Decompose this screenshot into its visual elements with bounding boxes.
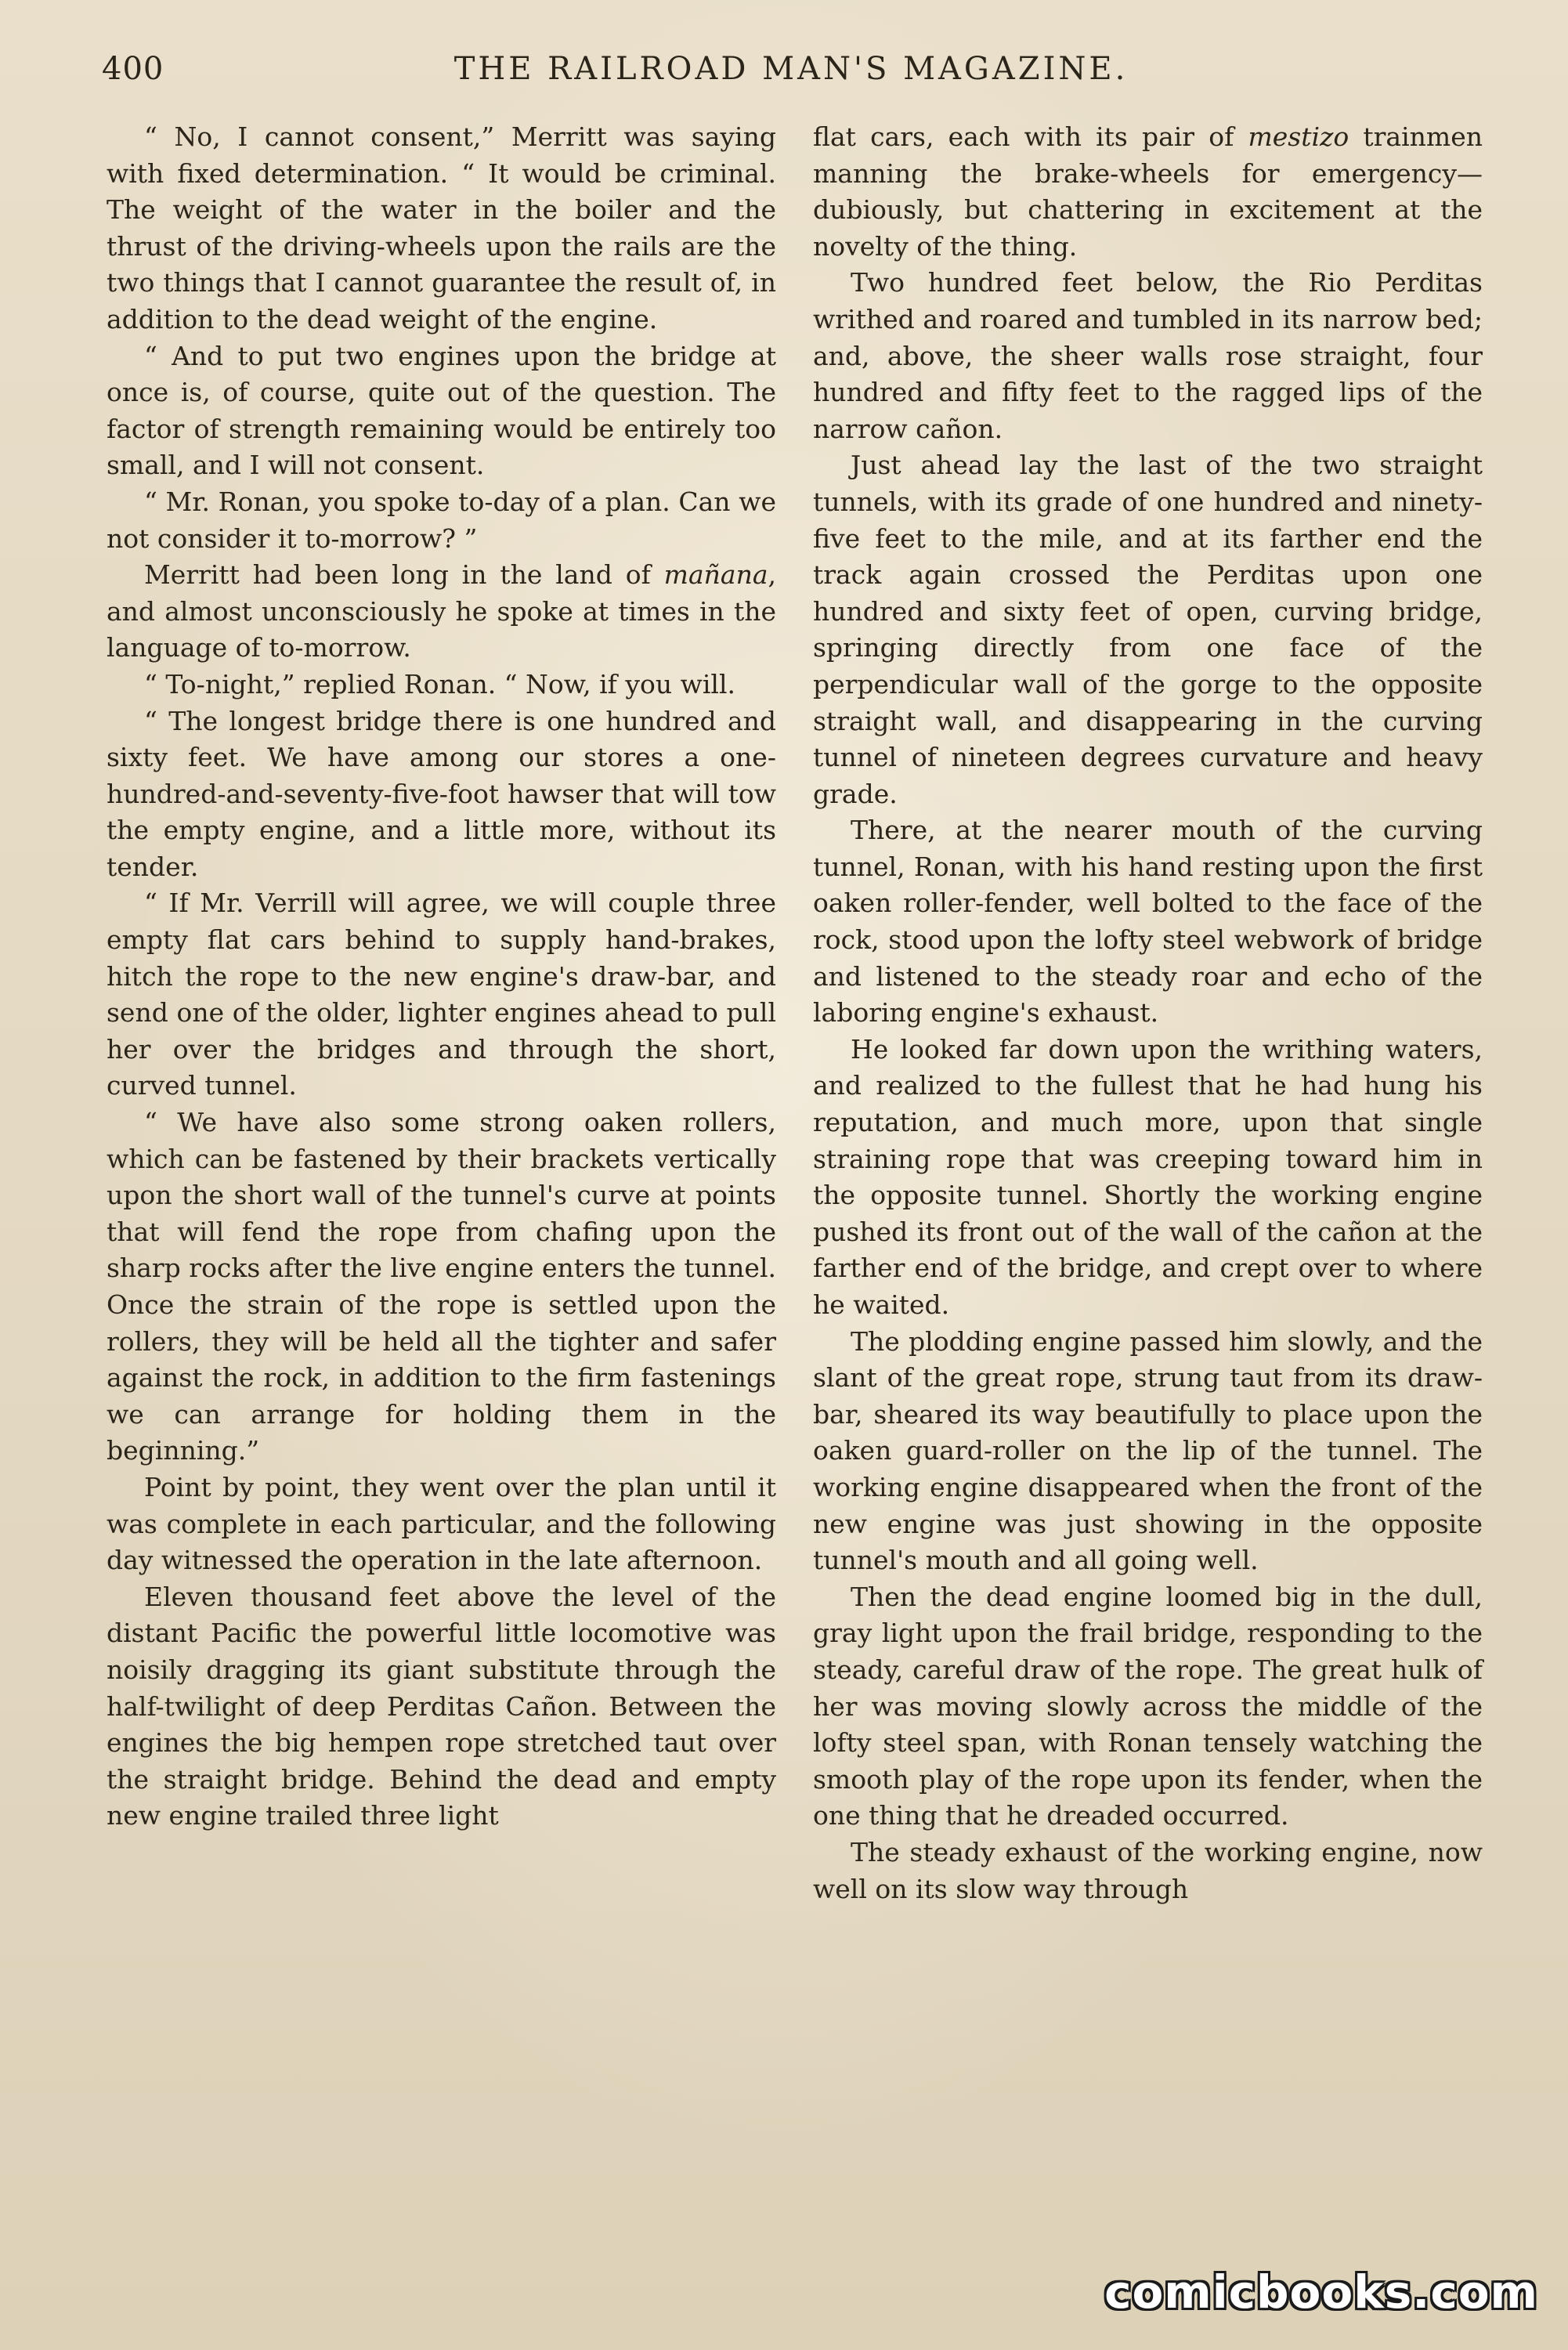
paragraph: The steady exhaust of the working engine, now well on its slow way through — [813, 1836, 1483, 1904]
paragraph-merritt — [107, 557, 776, 667]
paragraph-continued — [813, 119, 1483, 265]
paragraph: Point by point, they went over the plan until it was complete in each particular, and the following day witnessed the operation in the late afternoon. — [107, 1471, 776, 1576]
paragraph: Just ahead lay the last of the two straight tunnels, with its grade of one hundred and ninety-five feet to the mile, and at its farther end the track again crossed the Perditas upon one hundred and sixty feet of open, curving bridge, springing directly from one face of the perpendicular wall of the gorge to the opposite straight wall, and disappearing in the curving tunnel of nineteen degrees curvature and heavy grade. — [813, 450, 1483, 809]
paragraph: Then the dead engine loomed big in the dull, gray light upon the frail bridge, responding to the steady, careful draw of the rope. The great hulk of her was moving slowly across the middle of the lofty steel span, with Ronan tensely watching the smooth play of the rope upon its fender, when the one thing that he dreaded occurred. — [813, 1581, 1483, 1831]
paragraph: “ No, I cannot consent,” Merritt was saying with fixed determination. “ It would be criminal. The weight of the water in the boiler and the thrust of the driving-wheels upon the rails are the two things that I cannot guarantee the result of, in addition to the dead weight of the engine. — [107, 121, 776, 334]
paragraph: “ The longest bridge there is one hundred and sixty feet. We have among our stores a one-hundred-and-seventy-five-foot hawser that will tow the empty engine, and a little more, without its tender. — [107, 705, 776, 882]
paragraph: “ We have also some strong oaken rollers, which can be fastened by their brackets vertically upon the short wall of the tunnel's curve at points that will fend the rope from chafing upon the sharp rocks after the live engine enters the tunnel. Once the strain of the rope is settled upon the rollers, they will be held all the tighter and safer against the rock, in addition to the firm fastenings we can arrange for holding them in the beginning.” — [107, 1107, 776, 1466]
text-span: , and almost unconsciously he spoke at times in the language of to-morrow. — [107, 559, 776, 663]
paragraph: There, at the nearer mouth of the curving tunnel, Ronan, with his hand resting upon the first oaken roller-fender, well bolted to the face of the rock, stood upon the lofty steel webwork of bridge and listened to the steady roar and echo of the laboring engine's exhaust. — [813, 815, 1483, 1029]
paragraph: “ If Mr. Verrill will agree, we will couple three empty flat cars behind to supply hand-brakes, hitch the rope to the new engine's draw-bar, and send one of the older, lighter engines ahead to pull her over the bridges and through the short, curved tunnel. — [107, 888, 776, 1101]
paragraph: He looked far down upon the writhing waters, and realized to the fullest that he had hung his reputation, and much more, upon that single straining rope that was creeping toward him in the opposite tunnel. Shortly the working engine pushed its front out of the wall of the cañon at the farther end of the bridge, and crept over to where he waited. — [813, 1033, 1483, 1320]
paragraph: “ To-night,” replied Ronan. “ Now, if you will. — [144, 668, 736, 700]
paragraph: Eleven thousand feet above the level of the distant Pacific the powerful little locomotive was noisily dragging its giant substitute through the half-twilight of deep Perditas Cañon. Between the engines the big hempen rope stretched taut over the straight bridge. Behind the dead and empty new engine trailed three light — [107, 1581, 776, 1831]
right-column — [813, 119, 1483, 1907]
running-title: THE RAILROAD MAN'S MAGAZINE. — [453, 51, 1129, 87]
paragraph: The plodding engine passed him slowly, and the slant of the great rope, strung taut from its draw-bar, sheared its way beautifully to place upon the oaken guard-roller on the lip of the tunnel. The working engine disappeared when the front of the new engine was just showing in the opposite tunnel's mouth and all going well. — [813, 1325, 1483, 1576]
left-column — [107, 119, 776, 1835]
text-span: Merritt had been long in the land of — [144, 559, 664, 591]
paragraph: Two hundred feet below, the Rio Perditas writhed and roared and tumbled in its narrow bed; and, above, the sheer walls rose straight, four hundred and fifty feet to the ragged lips of the narrow cañon. — [813, 267, 1483, 444]
paragraph: “ Mr. Ronan, you spoke to-day of a plan. Can we not consider it to-morrow? ” — [107, 486, 776, 554]
italic-word: mañana — [663, 559, 768, 591]
paragraph: “ And to put two engines upon the bridge at once is, of course, quite out of the question. The factor of strength remaining would be entirely too small, and I will not consent. — [107, 340, 776, 481]
watermark: comicbooks.com — [1104, 2265, 1538, 2319]
text-span: trainmen manning the brake-wheels for emergency—dubiously, but chattering in excitement at the novelty of the thing. — [813, 121, 1483, 262]
text-span: flat cars, each with its pair of — [813, 121, 1248, 152]
italic-word: mestizo — [1248, 121, 1349, 152]
page-number: 400 — [102, 51, 164, 87]
page-header — [102, 45, 1480, 92]
